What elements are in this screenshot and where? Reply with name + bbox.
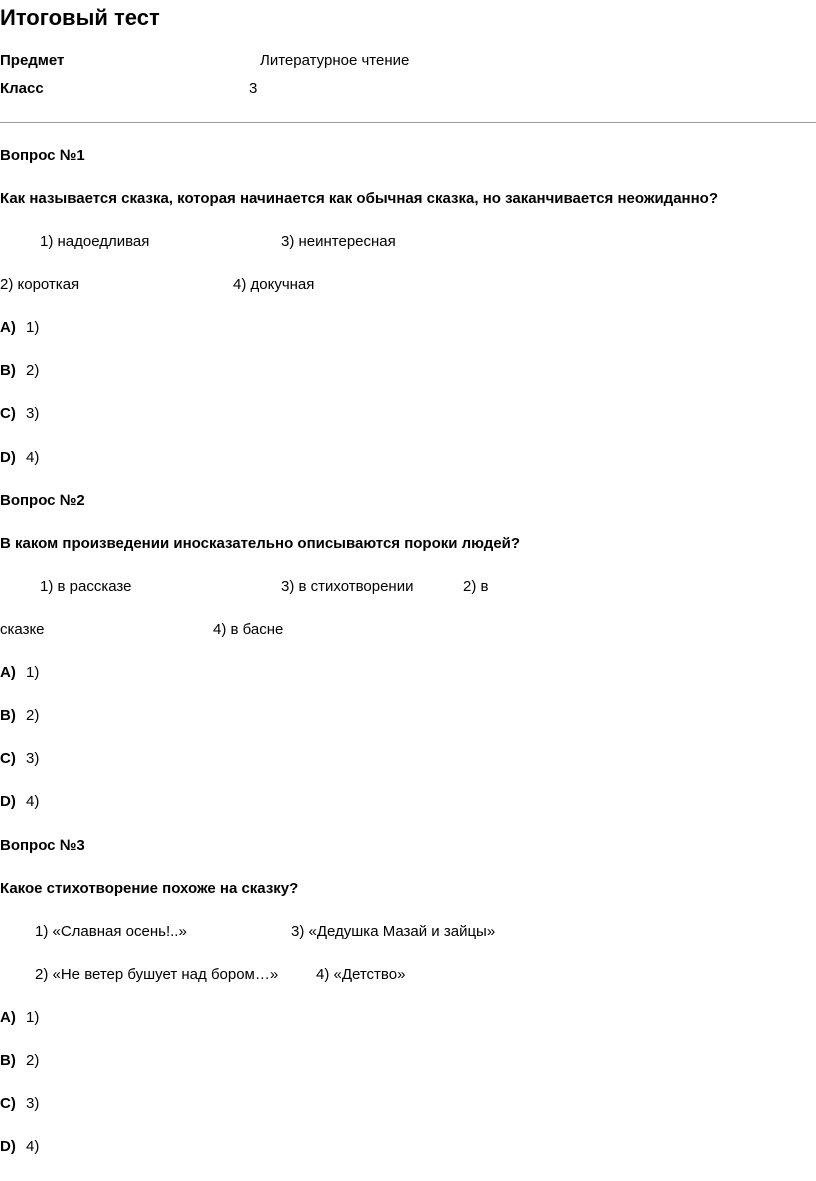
question-2-choice: 1) в рассказе <box>40 578 132 595</box>
option-letter: A) <box>0 1009 16 1026</box>
option-value: 4) <box>26 449 40 466</box>
answer-option[interactable] <box>0 1095 39 1112</box>
divider <box>0 122 816 123</box>
question-1-heading: Вопрос №1 <box>0 147 85 164</box>
class-label: Класс <box>0 80 44 97</box>
option-letter: B) <box>0 1052 16 1069</box>
option-letter: C) <box>0 405 16 422</box>
option-letter: D) <box>0 449 16 466</box>
answer-option[interactable] <box>0 319 39 336</box>
option-letter: B) <box>0 707 16 724</box>
question-1-choice: 1) надоедливая <box>40 233 150 250</box>
subject-label: Предмет <box>0 52 65 69</box>
option-value: 1) <box>26 664 40 681</box>
option-letter: D) <box>0 1138 16 1155</box>
question-3-choice: 3) «Дедушка Мазай и зайцы» <box>291 923 496 940</box>
option-value: 2) <box>26 362 40 379</box>
option-value: 4) <box>26 793 40 810</box>
question-2-heading: Вопрос №2 <box>0 492 85 509</box>
question-2-choice: 3) в стихотворении <box>281 578 414 595</box>
answer-option[interactable] <box>0 1138 39 1155</box>
option-value: 3) <box>26 405 40 422</box>
option-letter: C) <box>0 750 16 767</box>
question-2-text: В каком произведении иносказательно описываются пороки людей? <box>0 535 521 552</box>
answer-option[interactable] <box>0 362 39 379</box>
question-2-choice: 4) в басне <box>213 621 284 638</box>
answer-option[interactable] <box>0 405 39 422</box>
option-value: 3) <box>26 750 40 767</box>
question-3-choice: 4) «Детство» <box>316 966 406 983</box>
answer-option[interactable] <box>0 449 39 466</box>
question-1-choice: 2) короткая <box>0 276 80 293</box>
page-title: Итоговый тест <box>0 5 160 30</box>
answer-option[interactable] <box>0 750 39 767</box>
option-letter: A) <box>0 664 16 681</box>
option-letter: B) <box>0 362 16 379</box>
question-3-heading: Вопрос №3 <box>0 837 85 854</box>
option-value: 3) <box>26 1095 40 1112</box>
answer-option[interactable] <box>0 664 39 681</box>
option-value: 2) <box>26 1052 40 1069</box>
option-letter: D) <box>0 793 16 810</box>
option-value: 4) <box>26 1138 40 1155</box>
question-2-choice: сказке <box>0 621 45 638</box>
option-letter: C) <box>0 1095 16 1112</box>
question-2-choice: 2) в <box>463 578 489 595</box>
subject-value: Литературное чтение <box>260 52 410 69</box>
question-3-text: Какое стихотворение похоже на сказку? <box>0 880 299 897</box>
question-1-choice: 3) неинтересная <box>281 233 396 250</box>
option-letter: A) <box>0 319 16 336</box>
answer-option[interactable] <box>0 793 39 810</box>
option-value: 1) <box>26 319 40 336</box>
answer-option[interactable] <box>0 1009 39 1026</box>
answer-option[interactable] <box>0 1052 39 1069</box>
question-1-choice: 4) докучная <box>233 276 315 293</box>
option-value: 1) <box>26 1009 40 1026</box>
question-3-choice: 1) «Славная осень!..» <box>35 923 187 940</box>
class-value: 3 <box>249 80 258 97</box>
answer-option[interactable] <box>0 707 39 724</box>
question-1-text: Как называется сказка, которая начинается как обычная сказка, но заканчивается неожиданно? <box>0 190 718 207</box>
question-3-choice: 2) «Не ветер бушует над бором…» <box>35 966 279 983</box>
option-value: 2) <box>26 707 40 724</box>
